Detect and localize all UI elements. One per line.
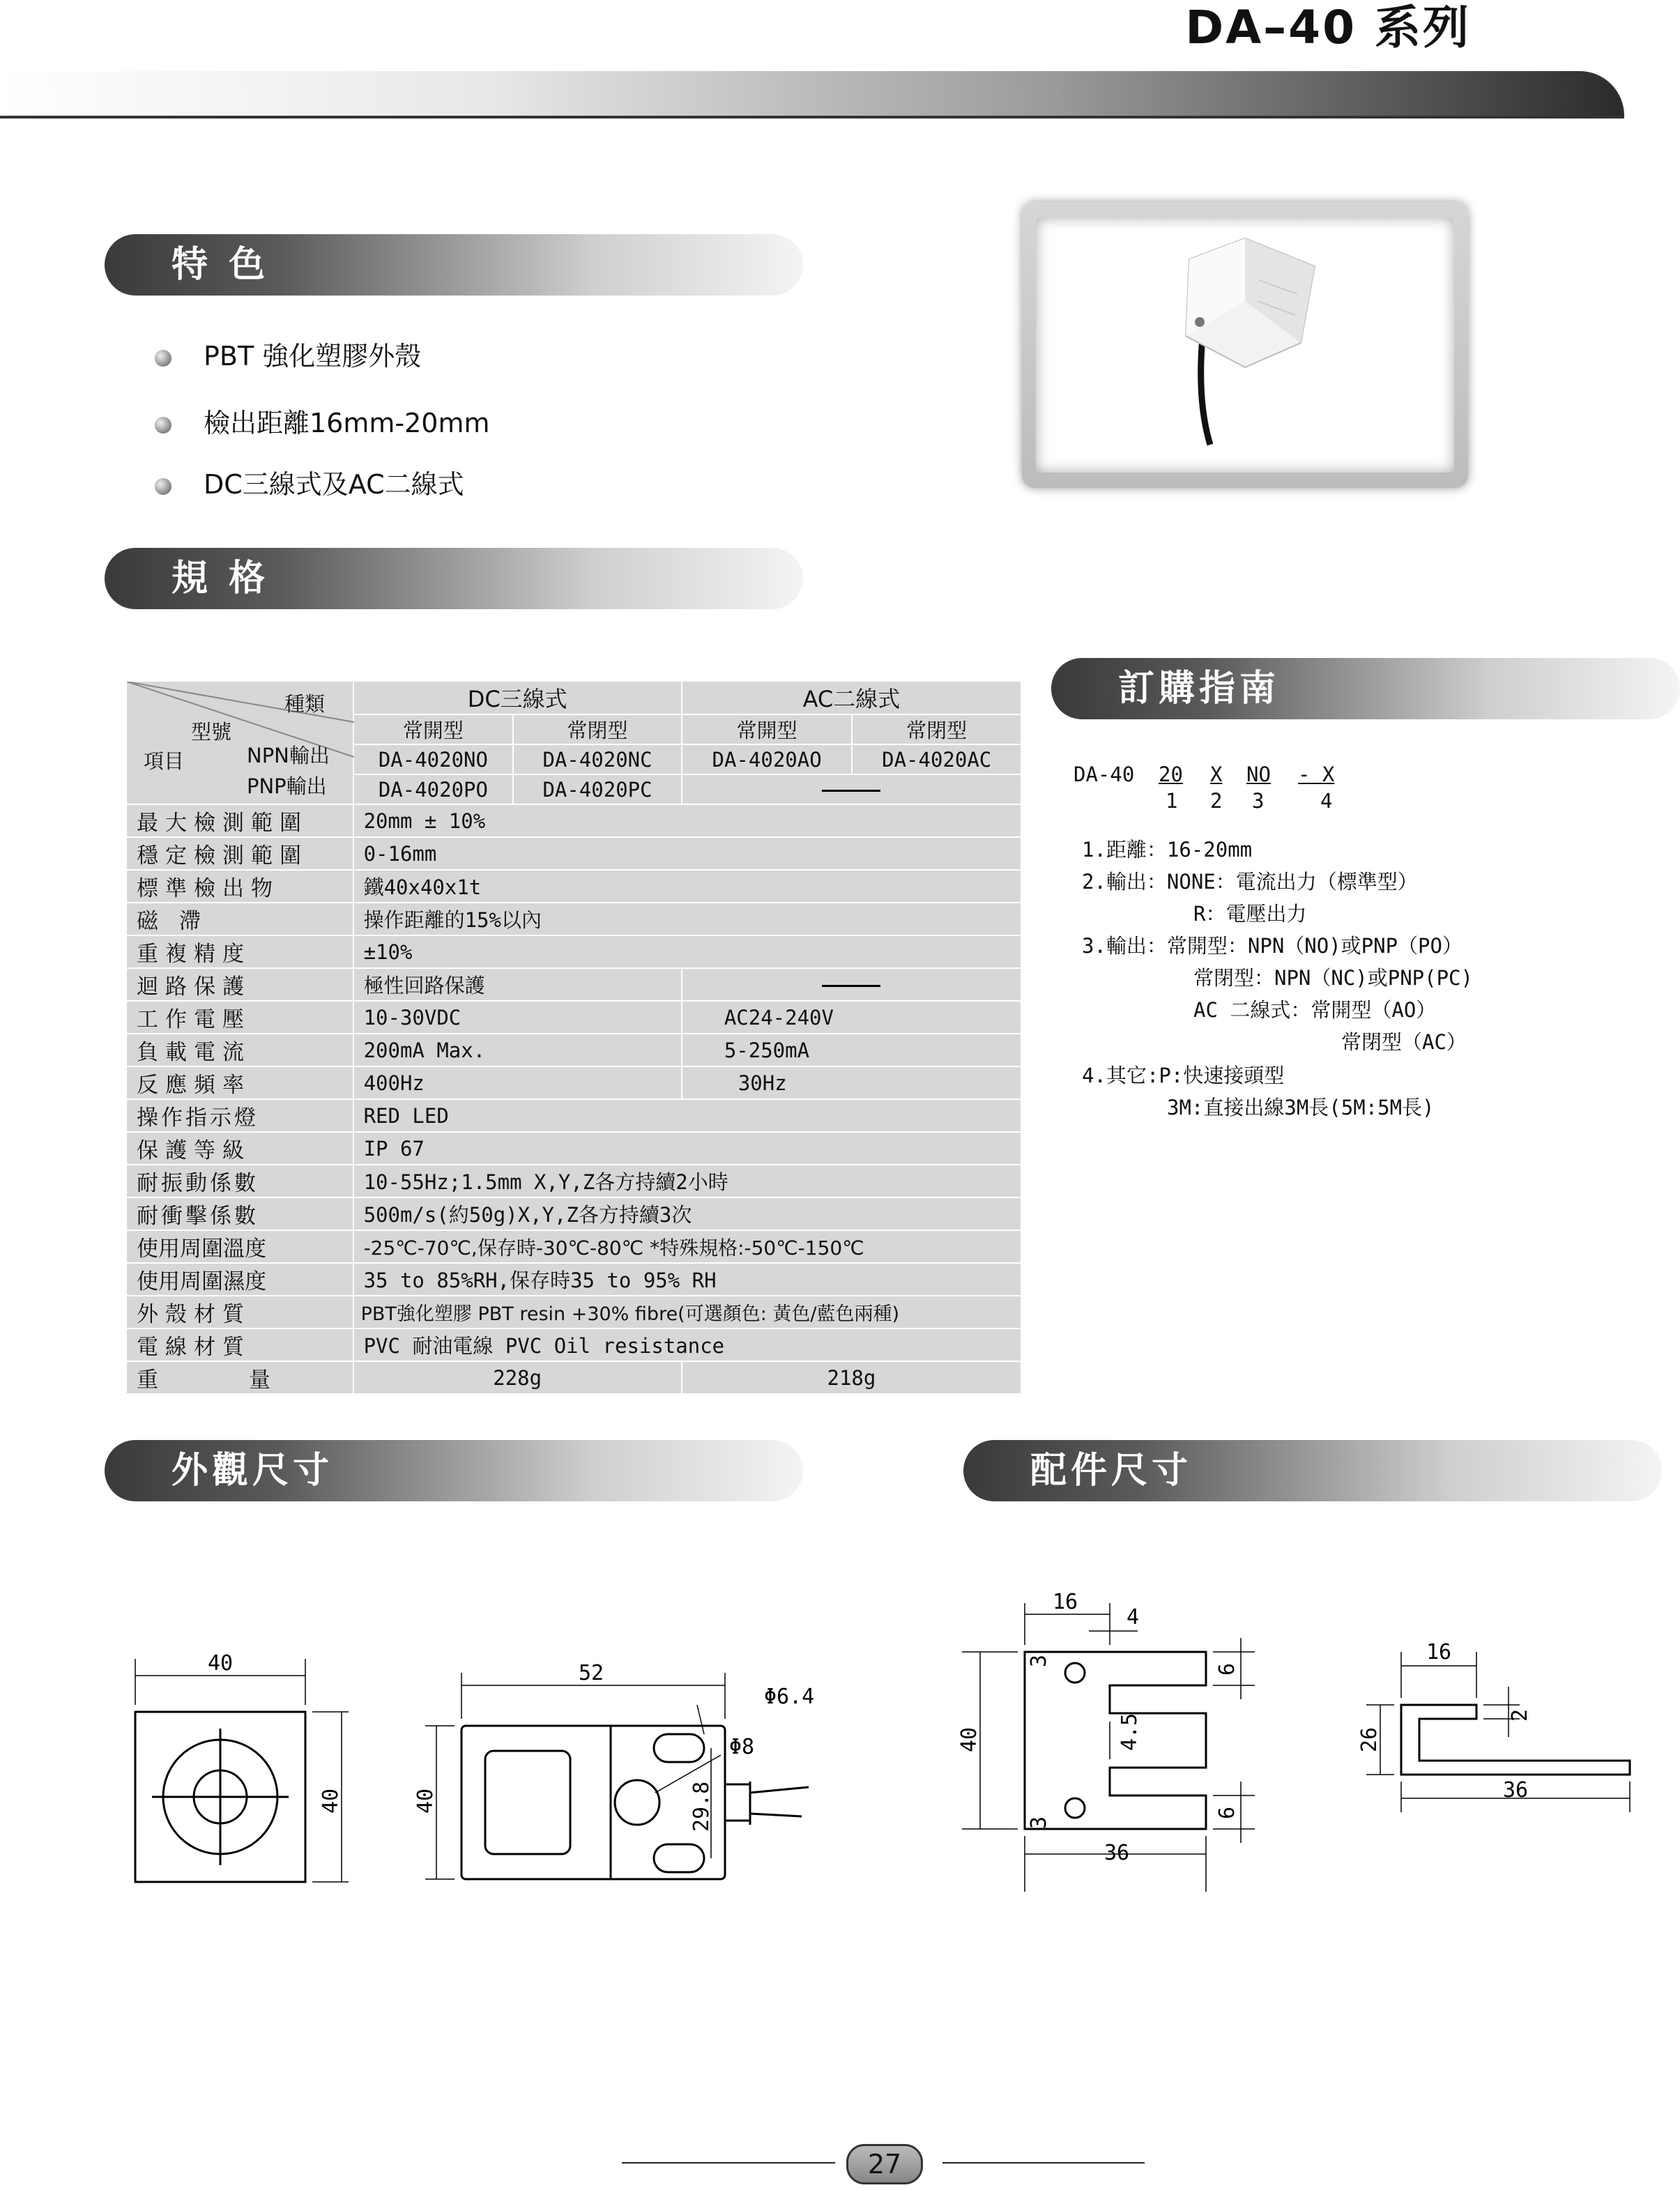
row-value: ±10% bbox=[353, 935, 1021, 968]
corner-npn: NPN輸出 bbox=[247, 744, 330, 767]
order-line: 3M:直接出線3M長(5M:5M長) bbox=[1167, 1096, 1435, 1119]
feature-item: PBT 強化塑膠外殼 bbox=[155, 339, 421, 374]
row-label: 最大檢測範圍 bbox=[126, 804, 353, 837]
row-label: 反應頻率 bbox=[126, 1066, 353, 1099]
row-label: 標準檢出物 bbox=[126, 870, 353, 903]
row-value: PVC 耐油電線 PVC Oil resistance bbox=[353, 1328, 1021, 1361]
row-value: 操作距離的15%以內 bbox=[353, 903, 1021, 935]
row-label: 磁 滯 bbox=[126, 903, 353, 935]
sensor-illustration bbox=[1036, 217, 1454, 473]
page-title: DA–40 系列 bbox=[1185, 1, 1471, 54]
order-code-other: - X bbox=[1298, 763, 1335, 786]
footer-rule bbox=[942, 2162, 1145, 2164]
row-value: 鐵40x40x1t bbox=[353, 870, 1021, 903]
dim-label: 36 bbox=[1503, 1778, 1529, 1802]
row-label: 穩定檢測範圍 bbox=[126, 837, 353, 870]
section-specs: 規 格 bbox=[105, 548, 803, 609]
row-label: 工作電壓 bbox=[126, 1001, 353, 1034]
row-label: 使用周圍濕度 bbox=[126, 1263, 353, 1296]
row-value: 20mm ± 10% bbox=[353, 804, 1021, 837]
dim-label: 4.5 bbox=[1117, 1713, 1142, 1751]
dash-mark bbox=[822, 985, 880, 987]
order-line: 1.距離：16-20mm bbox=[1082, 838, 1253, 862]
row-label: 操作指示燈 bbox=[126, 1099, 353, 1132]
dim-label: 40 bbox=[957, 1726, 982, 1752]
order-code-type: NO bbox=[1246, 763, 1271, 786]
page-number: 27 bbox=[846, 2144, 923, 2184]
bullet-icon bbox=[155, 350, 171, 367]
order-index: 2 bbox=[1210, 789, 1223, 813]
dim-label: 40 bbox=[319, 1788, 343, 1814]
section-accessory: 配件尺寸 bbox=[963, 1440, 1662, 1501]
footer-rule bbox=[622, 2162, 835, 2164]
row-value: IP 67 bbox=[353, 1132, 1021, 1165]
spec-corner-cell bbox=[126, 681, 353, 804]
row-label: 保護等級 bbox=[126, 1132, 353, 1165]
dim-label: Φ6.4 bbox=[764, 1685, 815, 1709]
dash-mark bbox=[822, 790, 880, 792]
appearance-drawing bbox=[0, 1617, 906, 1938]
dim-label: 3 bbox=[1027, 1816, 1051, 1829]
row-label: 外殼材質 bbox=[126, 1296, 353, 1328]
row-value: 400Hz bbox=[353, 1066, 682, 1099]
dim-label: Φ8 bbox=[729, 1735, 755, 1759]
order-prefix: DA-40 bbox=[1074, 763, 1135, 786]
dim-label: 6 bbox=[1215, 1662, 1239, 1676]
row-value: AC24-240V bbox=[682, 1001, 1021, 1034]
type-cell: 常閉型 bbox=[513, 714, 682, 744]
row-value: 228g bbox=[353, 1361, 682, 1394]
dim-label: 16 bbox=[1426, 1640, 1452, 1664]
model-cell: DA-4020PO bbox=[353, 774, 514, 804]
row-value: 5-250mA bbox=[682, 1034, 1021, 1066]
dim-label: 29.8 bbox=[689, 1781, 714, 1832]
row-value: 10-55Hz;1.5mm X,Y,Z各方持續2小時 bbox=[353, 1165, 1021, 1197]
dim-label: 36 bbox=[1104, 1841, 1130, 1865]
order-line: 常閉型（AC） bbox=[1341, 1030, 1467, 1054]
order-code-output: X bbox=[1210, 763, 1223, 786]
bullet-icon bbox=[155, 478, 171, 495]
order-line: 4.其它:P:快速接頭型 bbox=[1082, 1064, 1285, 1087]
empty-cell bbox=[682, 968, 1021, 1001]
corner-pnp: PNP輸出 bbox=[247, 774, 327, 798]
dim-label: 40 bbox=[208, 1651, 234, 1676]
dim-label: 16 bbox=[1053, 1590, 1078, 1614]
feature-item: DC三線式及AC二線式 bbox=[155, 467, 464, 502]
group-ac: AC二線式 bbox=[682, 681, 1021, 714]
empty-cell bbox=[682, 774, 1021, 804]
order-line: 2.輸出：NONE：電流出力（標準型） bbox=[1082, 870, 1418, 894]
header-rule bbox=[0, 116, 1624, 118]
dim-label: 26 bbox=[1357, 1726, 1382, 1752]
row-value: 10-30VDC bbox=[353, 1001, 682, 1034]
row-value: 35 to 85%RH,保存時35 to 95% RH bbox=[353, 1263, 1021, 1296]
order-line: 常閉型：NPN（NC)或PNP(PC) bbox=[1193, 966, 1473, 990]
row-label: 重複精度 bbox=[126, 935, 353, 968]
corner-type: 種類 bbox=[284, 692, 326, 716]
accessory-drawing bbox=[934, 1575, 1680, 1910]
model-cell: DA-4020AC bbox=[852, 744, 1021, 774]
model-cell: DA-4020NO bbox=[353, 744, 514, 774]
dim-label: 2 bbox=[1508, 1708, 1532, 1722]
dim-label: 3 bbox=[1027, 1654, 1051, 1667]
row-value: 500m/s(約50g)X,Y,Z各方持續3次 bbox=[353, 1197, 1021, 1230]
order-index: 3 bbox=[1252, 789, 1265, 813]
section-appearance: 外觀尺寸 bbox=[105, 1440, 803, 1501]
row-label: 重 量 bbox=[126, 1361, 353, 1394]
dim-label: 40 bbox=[413, 1788, 438, 1814]
order-line: R：電壓出力 bbox=[1193, 902, 1307, 926]
order-code-distance: 20 bbox=[1159, 763, 1183, 786]
order-index: 1 bbox=[1166, 789, 1178, 813]
model-cell: DA-4020NC bbox=[513, 744, 682, 774]
order-line: 3.輸出：常開型：NPN（NO)或PNP（PO） bbox=[1082, 934, 1463, 958]
row-value: 0-16mm bbox=[353, 837, 1021, 870]
model-cell: DA-4020AO bbox=[682, 744, 853, 774]
row-value: RED LED bbox=[353, 1099, 1021, 1132]
row-label: 迴路保護 bbox=[126, 968, 353, 1001]
dim-label: 4 bbox=[1127, 1605, 1140, 1630]
corner-item: 項目 bbox=[144, 749, 185, 773]
feature-item: 檢出距離16mm-20mm bbox=[155, 406, 490, 441]
section-ordering: 訂購指南 bbox=[1051, 658, 1680, 719]
row-value: 200mA Max. bbox=[353, 1034, 682, 1066]
row-value: -25℃-70℃,保存時-30℃-80℃ *特殊規格:-50℃-150℃ bbox=[353, 1230, 1021, 1263]
bullet-icon bbox=[155, 417, 171, 434]
order-code bbox=[1074, 758, 1366, 821]
row-value: 極性回路保護 bbox=[353, 968, 682, 1001]
section-features: 特 色 bbox=[105, 234, 803, 296]
corner-model: 型號 bbox=[191, 720, 232, 744]
row-label: 負載電流 bbox=[126, 1034, 353, 1066]
group-dc: DC三線式 bbox=[353, 681, 682, 714]
row-value: 30Hz bbox=[682, 1066, 1021, 1099]
type-cell: 常開型 bbox=[682, 714, 853, 744]
type-cell: 常開型 bbox=[353, 714, 514, 744]
dim-label: 52 bbox=[579, 1661, 604, 1685]
row-label: 使用周圍溫度 bbox=[126, 1230, 353, 1263]
header-bar bbox=[0, 71, 1624, 116]
spec-table bbox=[125, 680, 1022, 1395]
row-value: 218g bbox=[682, 1361, 1021, 1394]
type-cell: 常閉型 bbox=[852, 714, 1021, 744]
order-line: AC 二線式：常開型（AO） bbox=[1193, 998, 1437, 1022]
dim-label: 6 bbox=[1215, 1806, 1239, 1819]
row-label: 耐衝擊係數 bbox=[126, 1197, 353, 1230]
row-label: 電線材質 bbox=[126, 1328, 353, 1361]
order-index: 4 bbox=[1320, 789, 1333, 813]
model-cell: DA-4020PC bbox=[513, 774, 682, 804]
row-label: 耐振動係數 bbox=[126, 1165, 353, 1197]
product-photo bbox=[1036, 217, 1454, 473]
row-value: PBT強化塑膠 PBT resin +30% fibre(可選顏色: 黃色/藍色兩種) bbox=[353, 1296, 1021, 1328]
